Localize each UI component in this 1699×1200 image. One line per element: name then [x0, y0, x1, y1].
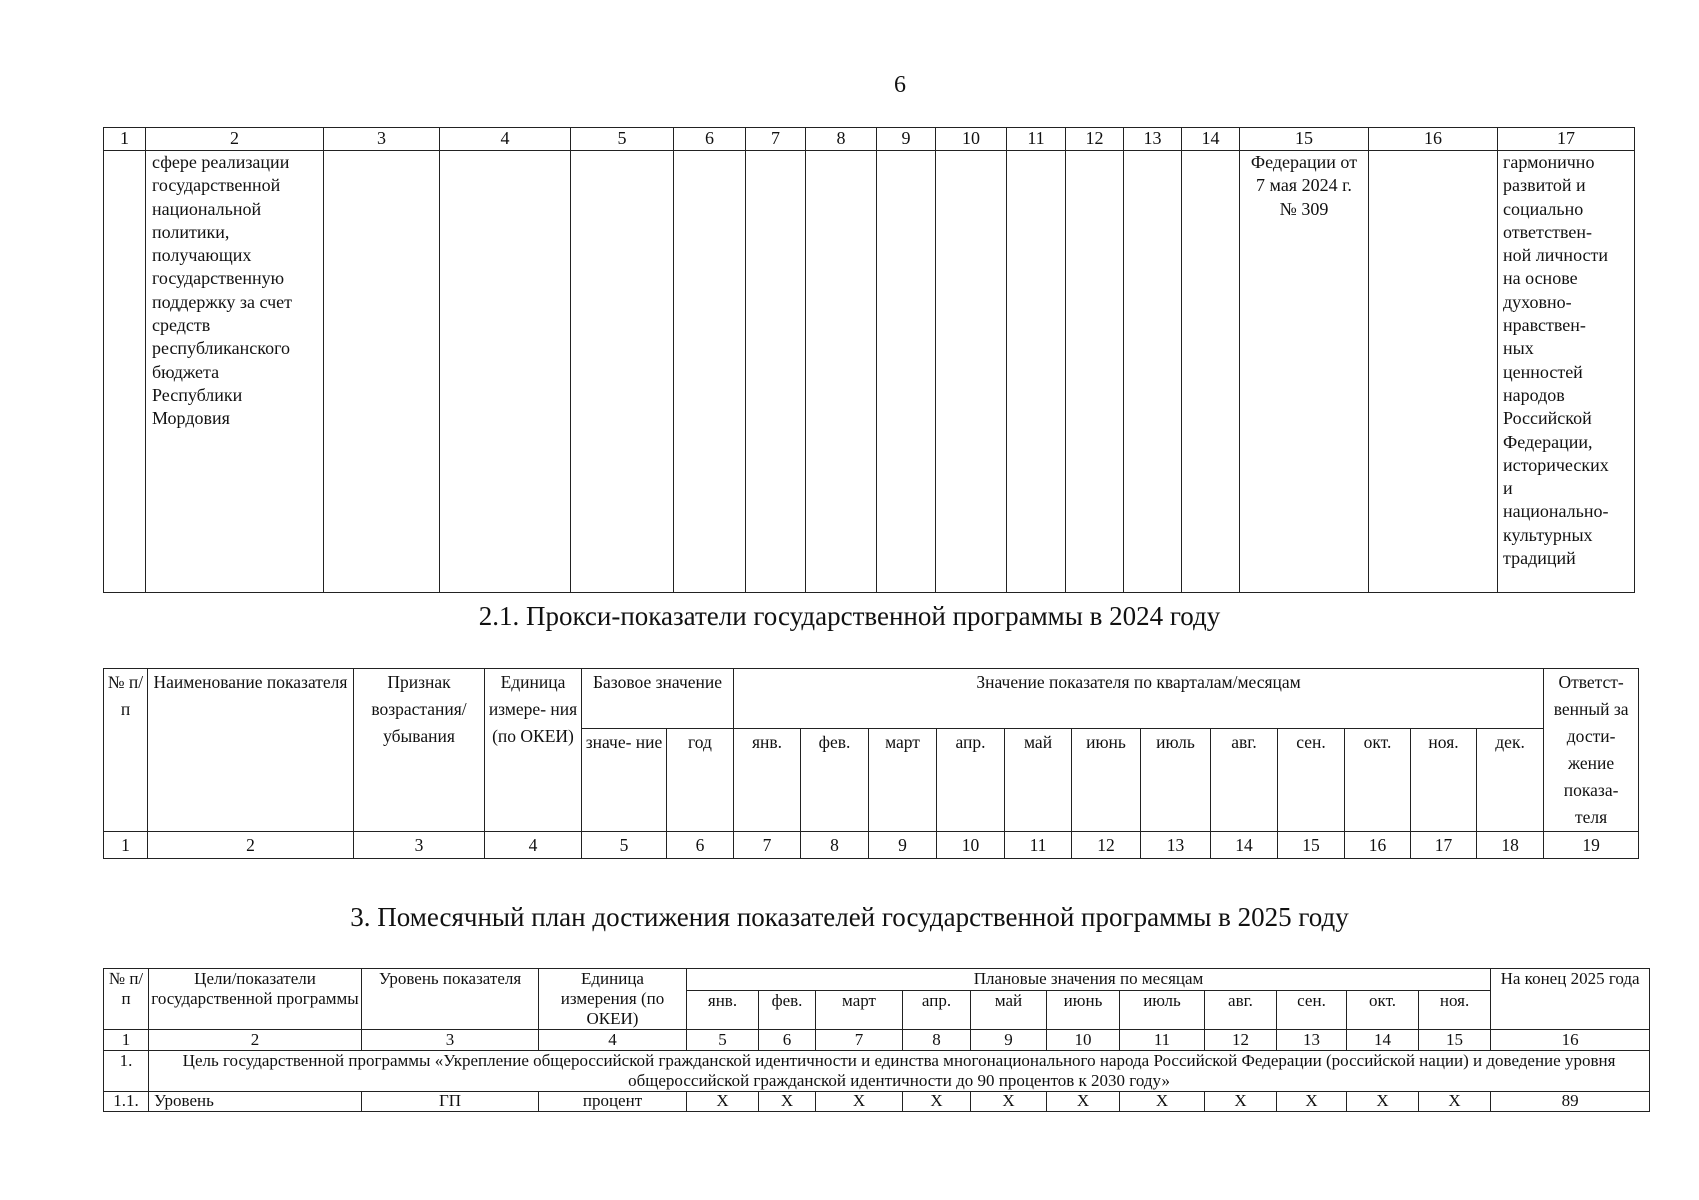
table-row — [104, 151, 1635, 593]
indicator-number: 1.1. — [104, 1092, 149, 1112]
section-title-3: 3. Помесячный план достижения показателей государственной программы в 2025 году — [350, 902, 1349, 932]
header-month: окт. — [1347, 991, 1419, 1030]
month-value: Х — [1047, 1092, 1120, 1112]
column-number: 12 — [1066, 128, 1124, 151]
column-number: 2 — [146, 128, 324, 151]
header-month: март — [816, 991, 903, 1030]
column-number: 15 — [1240, 128, 1369, 151]
month-value: Х — [1120, 1092, 1205, 1112]
table-header-row — [104, 128, 1635, 151]
page-number: 6 — [894, 72, 906, 98]
header-month: июнь — [1072, 729, 1141, 832]
header-month: июль — [1120, 991, 1205, 1030]
column-number: 1 — [104, 128, 146, 151]
column-number: 16 — [1369, 128, 1498, 151]
column-number: 5 — [571, 128, 674, 151]
header-month: авг. — [1205, 991, 1277, 1030]
header-month: ноя. — [1419, 991, 1491, 1030]
month-value: Х — [759, 1092, 816, 1112]
header-month: июнь — [1047, 991, 1120, 1030]
header-name: Наименование показателя — [148, 669, 354, 832]
header-month: май — [1005, 729, 1072, 832]
proxy-indicators-table — [103, 668, 1639, 859]
header-month: янв. — [687, 991, 759, 1030]
header-month: сен. — [1277, 991, 1347, 1030]
header-month: фев. — [759, 991, 816, 1030]
month-value: Х — [903, 1092, 971, 1112]
header-goals: Цели/показатели государственной программы — [149, 969, 362, 1030]
header-quarters: Значение показателя по кварталам/месяцам — [734, 669, 1544, 729]
month-value: Х — [1205, 1092, 1277, 1112]
header-base-value: значе- ние — [582, 729, 667, 832]
header-month: сен. — [1278, 729, 1345, 832]
header-month: май — [971, 991, 1047, 1030]
column-number: 3 — [324, 128, 440, 151]
header-month: апр. — [903, 991, 971, 1030]
month-value: Х — [687, 1092, 759, 1112]
table-header-row — [104, 669, 1639, 729]
column-number: 14 — [1182, 128, 1240, 151]
month-value: Х — [1419, 1092, 1491, 1112]
section-title-2-1: 2.1. Прокси-показатели государственной программы в 2024 году — [478, 601, 1221, 631]
goal-text: Цель государственной программы «Укрепление общероссийской гражданской идентичности и единства многонационального народа Российской Федерации (российской нации) и доведение уровня общероссийской гражданской идентичности до 90 процентов к 2030 году» — [149, 1051, 1650, 1092]
column-number: 10 — [936, 128, 1007, 151]
goal-row — [104, 1051, 1650, 1092]
end-of-year-value: 89 — [1491, 1092, 1650, 1112]
header-month: апр. — [937, 729, 1005, 832]
header-month: дек. — [1477, 729, 1544, 832]
indicator-name-cell: сфере реализации государственной национальной политики, получающих государственную поддержку за счет средств республиканского бюджета Республики Мордовия — [146, 151, 324, 593]
header-number: № п/п — [104, 669, 148, 832]
month-value: Х — [971, 1092, 1047, 1112]
header-planned: Плановые значения по месяцам — [687, 969, 1491, 991]
column-number: 8 — [806, 128, 877, 151]
goal-link-cell: гармонично развитой и социально ответствен- ной личности на основе духовно- нравствен- ных ценностей народов Российской Федерации, исторических и национально- культурных традиций — [1498, 151, 1635, 593]
header-month: ноя. — [1411, 729, 1477, 832]
document-reference-cell: Федерации от 7 мая 2024 г. № 309 — [1240, 151, 1369, 593]
column-number: 6 — [674, 128, 746, 151]
header-level: Уровень показателя — [362, 969, 539, 1030]
column-number: 17 — [1498, 128, 1635, 151]
indicator-unit: процент — [539, 1092, 687, 1112]
month-value: Х — [816, 1092, 903, 1112]
header-month: июль — [1141, 729, 1211, 832]
monthly-plan-table — [103, 968, 1650, 1112]
month-value: Х — [1277, 1092, 1347, 1112]
header-unit: Единица измере- ния (по ОКЕИ) — [485, 669, 582, 832]
goal-number: 1. — [104, 1051, 149, 1092]
column-number: 11 — [1007, 128, 1066, 151]
header-unit: Единица измерения (по ОКЕИ) — [539, 969, 687, 1030]
header-base-year: год — [667, 729, 734, 832]
header-month: март — [869, 729, 937, 832]
header-sign: Признак возрастания/ убывания — [354, 669, 485, 832]
header-month: фев. — [801, 729, 869, 832]
month-value: Х — [1347, 1092, 1419, 1112]
header-month: авг. — [1211, 729, 1278, 832]
column-number-row: 1 2 3 4 5 6 7 8 9 10 11 12 13 14 15 16 17 18 19 — [104, 832, 1639, 859]
header-base: Базовое значение — [582, 669, 734, 729]
header-responsible: Ответст- венный за дости- жение показа- теля — [1544, 669, 1639, 832]
column-number: 9 — [877, 128, 936, 151]
indicator-row — [104, 1092, 1650, 1112]
header-end-of-year: На конец 2025 года — [1491, 969, 1650, 1030]
column-number: 4 — [440, 128, 571, 151]
header-month: окт. — [1345, 729, 1411, 832]
column-number: 7 — [746, 128, 806, 151]
column-number: 13 — [1124, 128, 1182, 151]
header-number: № п/п — [104, 969, 149, 1030]
table-header-row — [104, 969, 1650, 991]
column-number-row: 1 2 3 4 5 6 7 8 9 10 11 12 13 14 15 16 — [104, 1030, 1650, 1051]
continuation-table — [103, 127, 1635, 593]
header-month: янв. — [734, 729, 801, 832]
indicator-name: Уровень — [149, 1092, 362, 1112]
indicator-level: ГП — [362, 1092, 539, 1112]
